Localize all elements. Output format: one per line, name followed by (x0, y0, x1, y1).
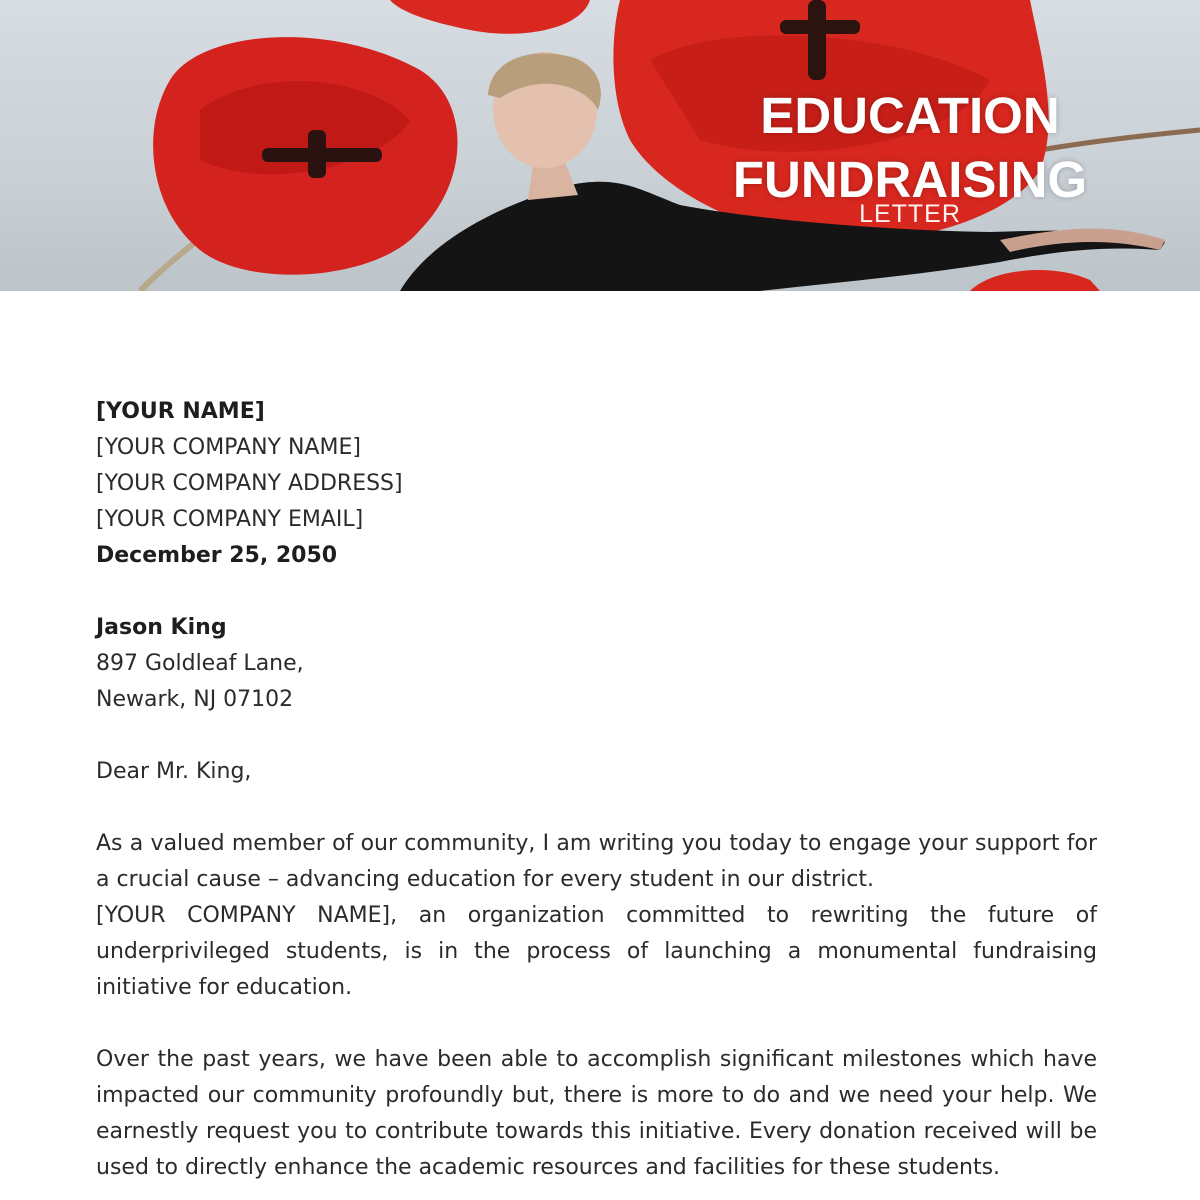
banner-subtitle: LETTER (859, 200, 961, 228)
sender-name: [YOUR NAME] (96, 399, 265, 424)
salutation: Dear Mr. King, (96, 759, 252, 784)
sender-company: [YOUR COMPANY NAME] (96, 435, 361, 460)
title-line-2: FUNDRAISING (732, 151, 1088, 208)
paragraph-organization: [YOUR COMPANY NAME], an organization committed to rewriting the future of underprivileged students, is in the process of launching a monumental fundraising initiative for education. (96, 903, 1097, 1000)
recipient-name: Jason King (96, 615, 227, 640)
recipient-street: 897 Goldleaf Lane, (96, 651, 304, 676)
recipient-city: Newark, NJ 07102 (96, 687, 294, 712)
letter-date: December 25, 2050 (96, 543, 338, 568)
poppy-flower (153, 37, 457, 275)
letter-body (96, 394, 1097, 1186)
title-line-1: EDUCATION (760, 87, 1060, 144)
poppy-flower (390, 0, 590, 34)
paragraph-intro: As a valued member of our community, I am writing you today to engage your support for a crucial cause – advancing education for every student in our district. (96, 831, 1097, 892)
paragraph-milestones: Over the past years, we have been able to accomplish significant milestones which have impacted our community profoundly but, there is more to do and we need your help. We earnestly request you to contribute towards this initiative. Every donation received will be used to directly enhance the academic resources and facilities for these students. (96, 1047, 1097, 1180)
header-banner (0, 0, 1200, 291)
banner-title (700, 84, 1120, 212)
sender-email: [YOUR COMPANY EMAIL] (96, 507, 364, 532)
sender-address: [YOUR COMPANY ADDRESS] (96, 471, 403, 496)
poppy-flower (970, 270, 1100, 291)
